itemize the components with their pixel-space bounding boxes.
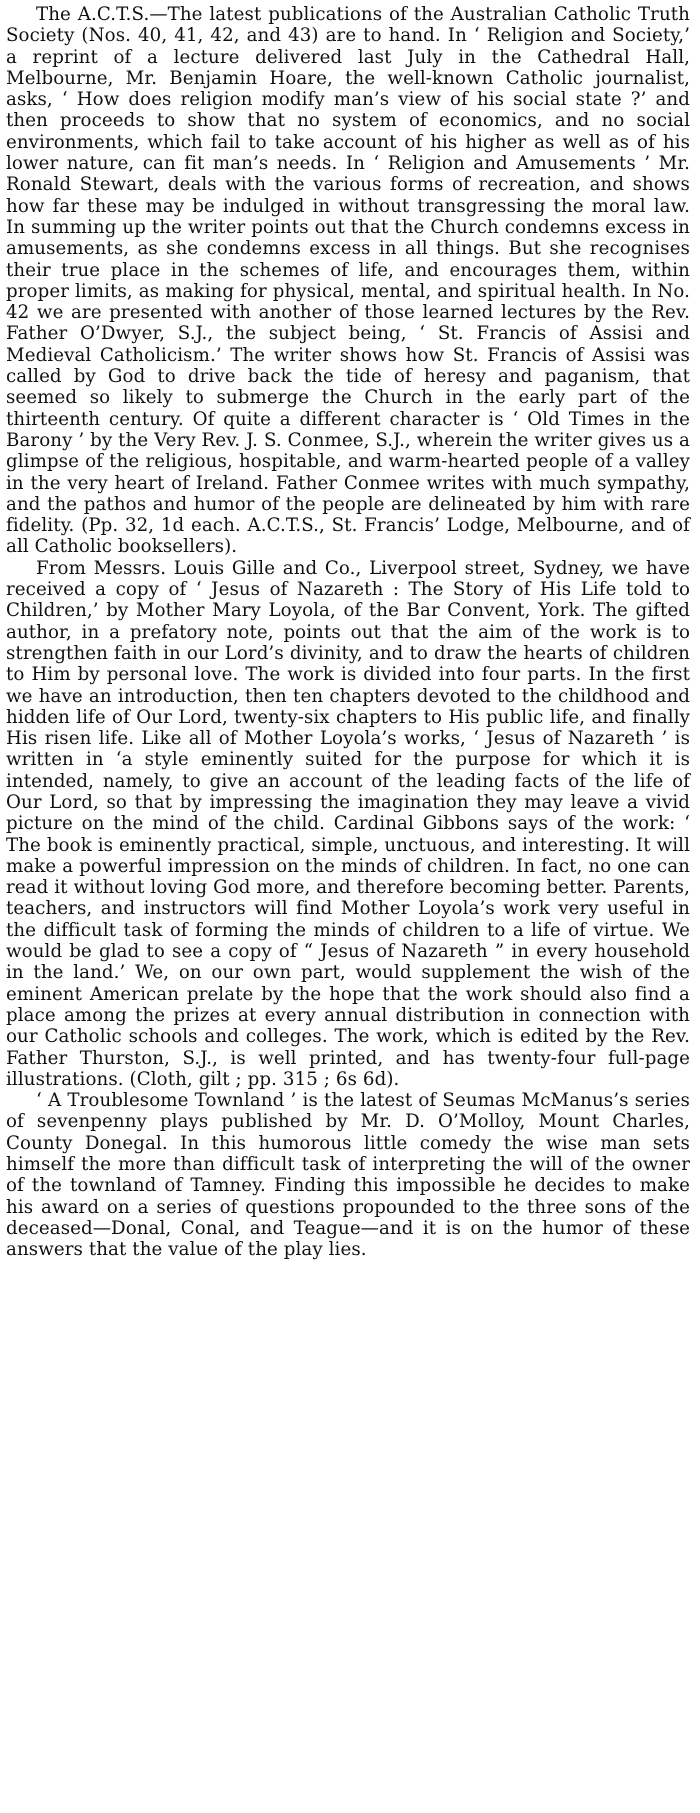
article-column bbox=[6, 4, 690, 1261]
paragraph-lead: The A.C.T.S. bbox=[36, 4, 150, 25]
paragraph-text: —The latest publications of the Australian Catholic Truth Society (Nos. 40, 41, 42, and 43) are to hand. In ‘ Religion and Society,’ a reprint of a lecture delivered last July in the Cathedral Hall, Melbourne, Mr. Benjamin Hoare, the well-known Catholic journalist, asks, ‘ How does religion modify man’s view of his social state ?’ and then proceeds to show that no system of economics, and no social environments, which fail to take account of his higher as well as of his lower nature, can fit man’s needs. In ‘ Religion and Amusements ’ Mr. Ronald Stewart, deals with the various forms of recreation, and shows how far these may be indulged in without transgressing the moral law. In summing up the writer points out that the Church condemns excess in amusements, as she condemns excess in all things. But she recognises their true place in the schemes of life, and encourages them, within proper limits, as making for physical, mental, and spiritual health. In No. 42 we are presented with another of those learned lectures by the Rev. Father O’Dwyer, S.J., the subject being, ‘ St. Francis of Assisi and Medieval Catholicism.’ The writer shows how St. Francis of Assisi was called by God to drive back the tide of heresy and paganism, that seemed so likely to submerge the Church in the early part of the thirteenth century. Of quite a different character is ‘ Old Times in the Barony ’ by the Very Rev. J. S. Conmee, S.J., wherein the writer gives us a glimpse of the religious, hospitable, and warm-hearted people of a valley in the very heart of Ireland. Father Conmee writes with much sympathy, and the pathos and humor of the people are delineated by him with rare fidelity. (Pp. 32, 1d each. A.C.T.S., St. Francis’ Lodge, Melbourne, and of all Catholic booksellers). bbox=[6, 4, 690, 558]
paragraph-text: From Messrs. Louis Gille and Co., Liverpool street, Sydney, we have received a copy of ‘ Jesus of Nazareth : The Story of His Life told to Children,’ by Mother Mary Loyola, of the Bar Convent, York. The gifted author, in a prefatory note, points out that the aim of the work is to strengthen faith in our Lord’s divinity, and to draw the hearts of children to Him by personal love. The work is divided into four parts. In the first we have an introduction, then ten chapters devoted to the childhood and hidden life of Our Lord, twenty-six chapters to His public life, and finally His risen life. Like all of Mother Loyola’s works, ‘ Jesus of Nazareth ’ is written in ‘a style eminently suited for the purpose for which it is intended, namely, to give an account of the leading facts of the life of Our Lord, so that by impressing the imagination they may leave a vivid picture on the mind of the child. Cardinal Gibbons says of the work: ‘ The book is eminently practical, simple, unctuous, and interesting. It will make a powerful impression on the minds of children. In fact, no one can read it without loving God more, and therefore becoming better. Parents, teachers, and instructors will find Mother Loyola’s work very useful in the difficult task of forming the minds of children to a life of virtue. We would be glad to see a copy of “ Jesus of Nazareth ” in every household in the land.’ We, on our own part, would supplement the wish of the eminent American prelate by the hope that the work should also find a place among the prizes at every annual distribution in connection with our Catholic schools and colleges. The work, which is edited by the Rev. Father Thurston, S.J., is well printed, and has twenty-four full-page illustrations. (Cloth, gilt ; pp. 315 ; 6s 6d). bbox=[6, 557, 690, 1090]
paragraph-text: ‘ A Troublesome Townland ’ is the latest of Seumas McManus’s series of sevenpenny plays published by Mr. D. O’Molloy, Mount Charles, County Donegal. In this humorous little comedy the wise man sets himself the more than difficult task of interpreting the will of the owner of the townland of Tamney. Finding this impossible he decides to make his award on a series of questions propounded to the three sons of the deceased—Donal, Conal, and Teague—and it is on the humor of these answers that the value of the play lies. bbox=[6, 1090, 690, 1261]
paragraph-acts-publications bbox=[6, 4, 690, 558]
paragraph-troublesome-townland bbox=[6, 1090, 690, 1260]
paragraph-jesus-of-nazareth bbox=[6, 558, 690, 1090]
